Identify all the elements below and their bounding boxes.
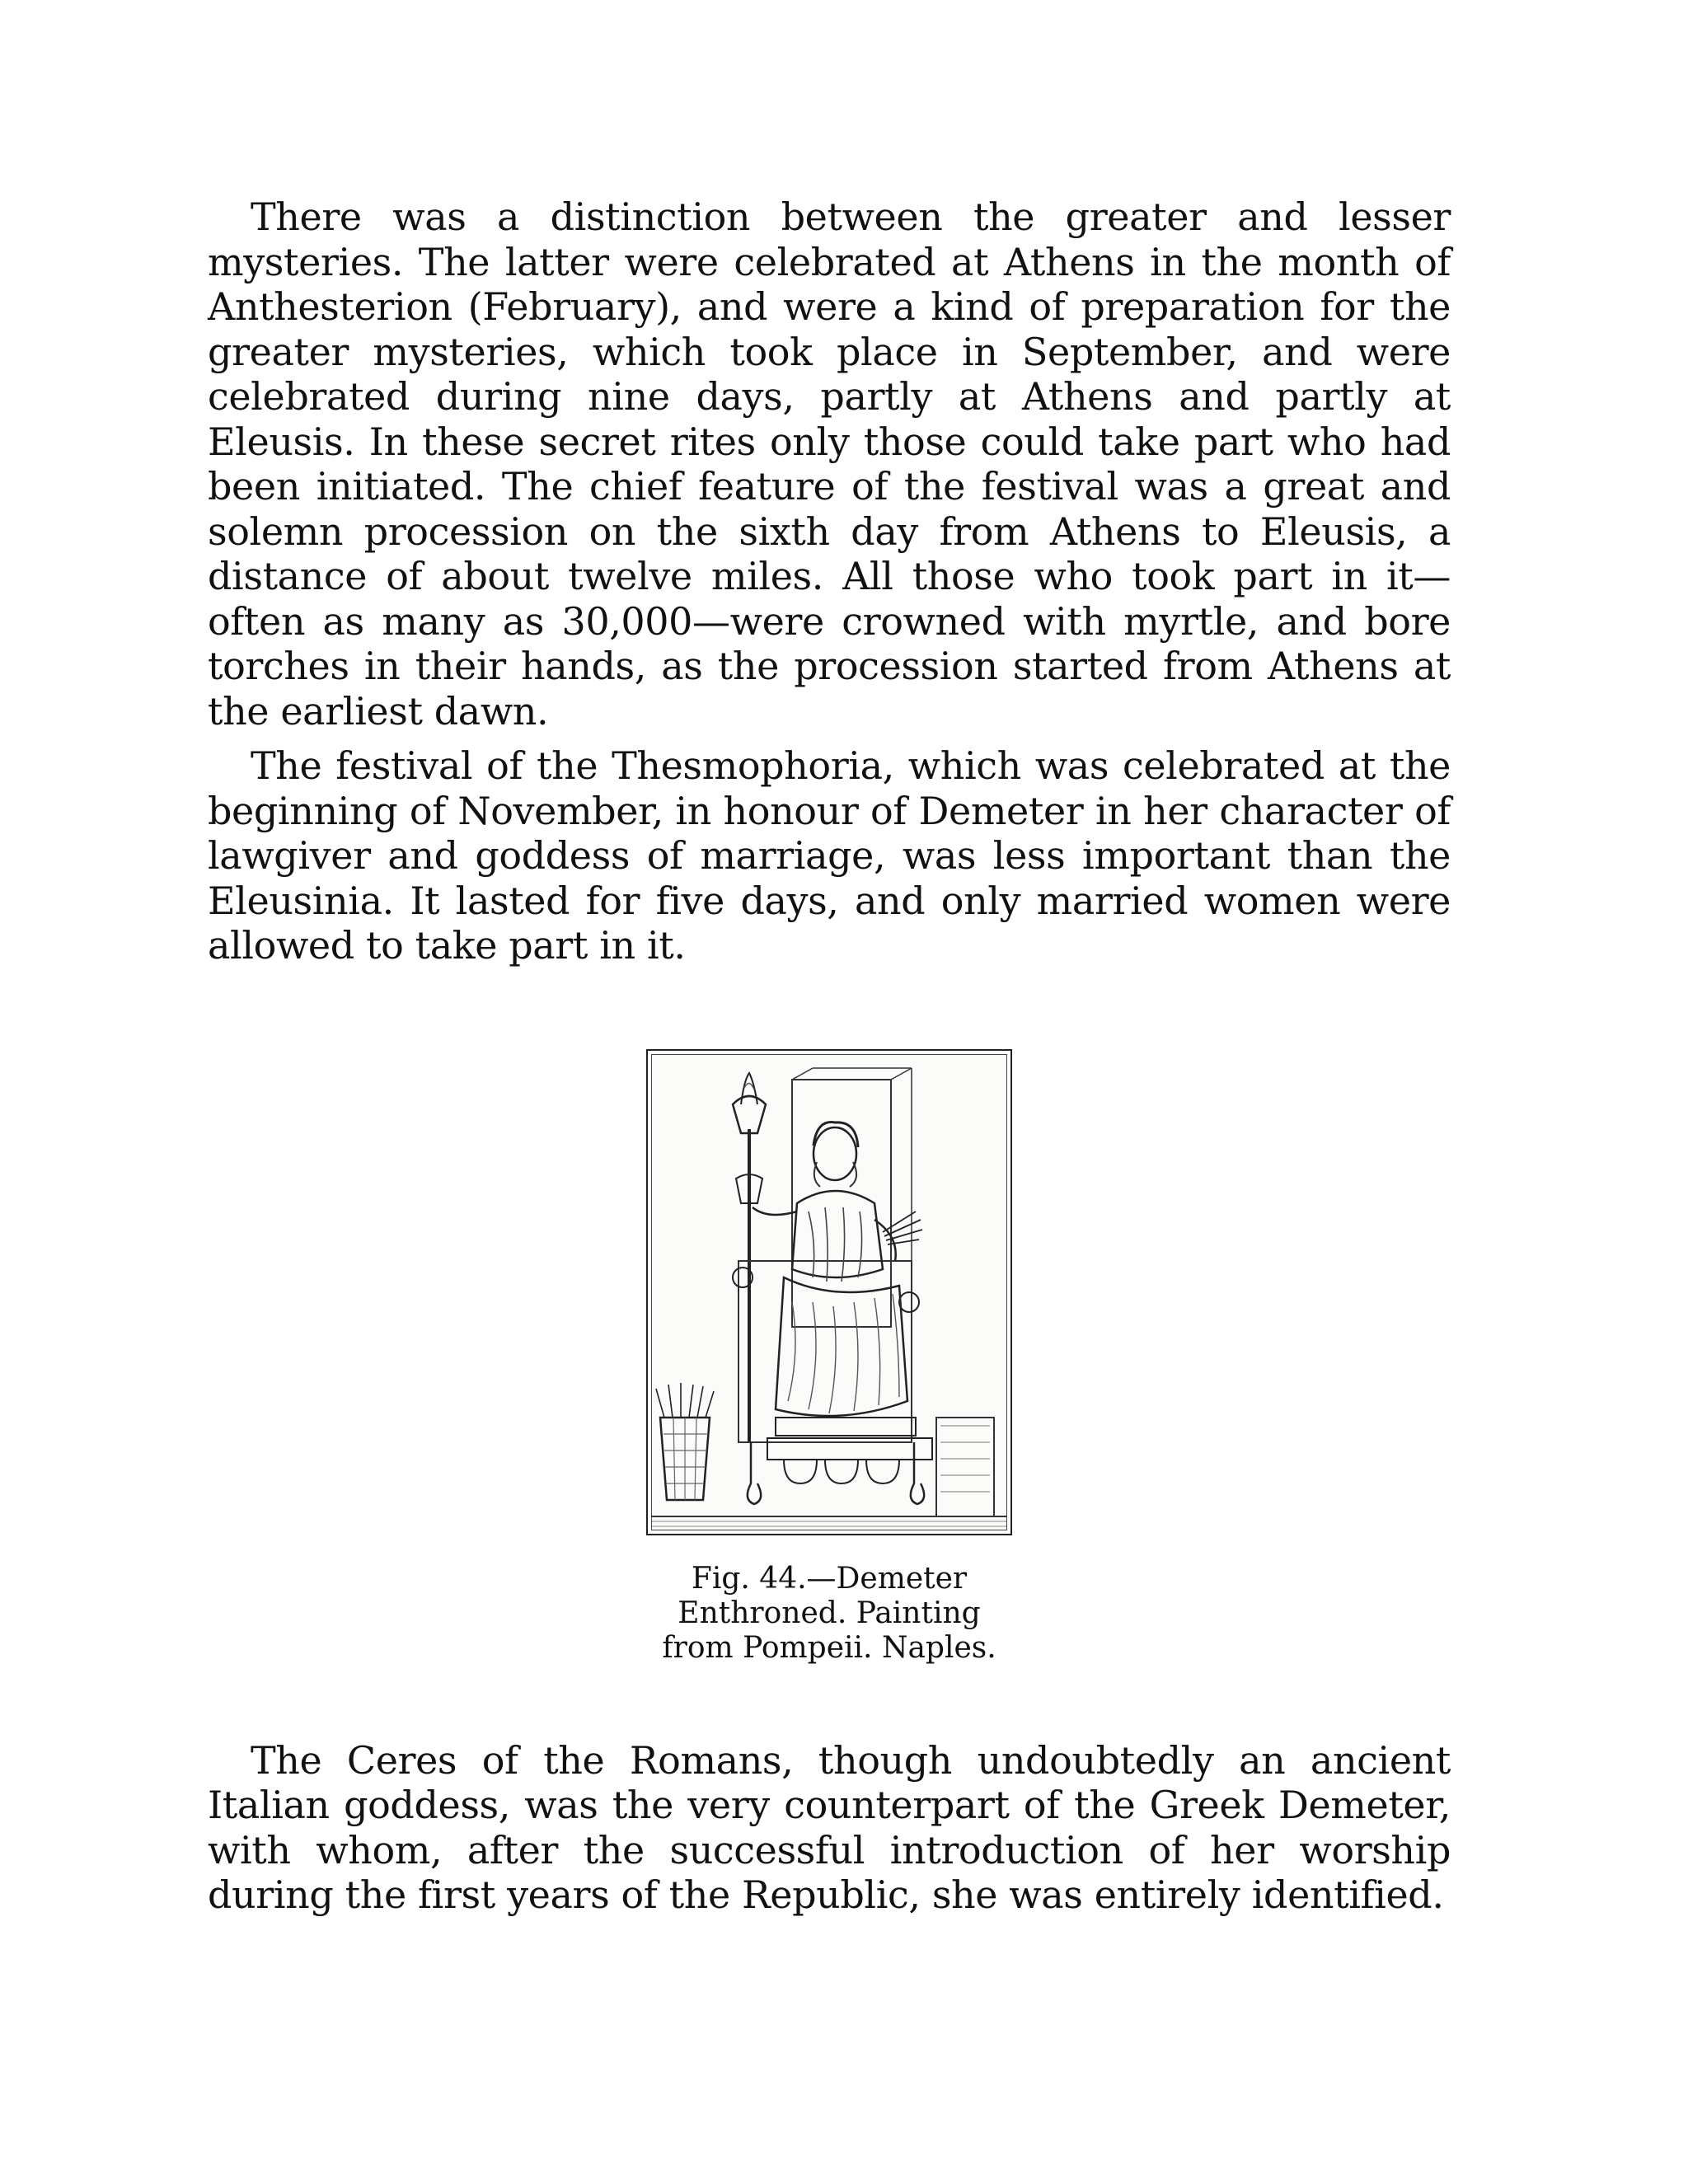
caption-line: from Pompeii. Naples. bbox=[662, 1630, 996, 1665]
demeter-illustration bbox=[646, 1049, 1012, 1535]
figure-caption bbox=[656, 1562, 1002, 1666]
page-content bbox=[208, 194, 1451, 1918]
paragraph-thesmophoria: The festival of the Thesmophoria, which was celebrated at the beginning of November, in honour of Demeter in her character of lawgiver and goddess of marriage, was less important than the Eleusinia. It lasted for five days, and only married women were allowed to take part in it. bbox=[208, 743, 1451, 968]
paragraph-ceres: The Ceres of the Romans, though undoubtedly an ancient Italian goddess, was the very counterpart of the Greek Demeter, with whom, after the successful introduction of her worship during the first years of the Republic, she was entirely identified. bbox=[208, 1737, 1451, 1917]
caption-line: Fig. 44.—Demeter bbox=[691, 1561, 968, 1596]
caption-line: Enthroned. Painting bbox=[678, 1596, 981, 1630]
paragraph-mysteries: There was a distinction between the greater and lesser mysteries. The latter were celebrated at Athens in the month of Anthesterion (February), and were a kind of preparation for the greater mysteries, which took place in September, and were celebrated during nine days, partly at Athens and partly at Eleusis. In these secret rites only those could take part who had been initiated. The chief feature of the festival was a great and solemn procession on the sixth day from Athens to Eleusis, a distance of about twelve miles. All those who took part in it—often as many as 30,000—were crowned with myrtle, and bore torches in their hands, as the procession started from Athens at the earliest dawn. bbox=[208, 194, 1451, 733]
demeter-engraving-icon bbox=[652, 1055, 1006, 1530]
figure-demeter bbox=[640, 1049, 1019, 1666]
